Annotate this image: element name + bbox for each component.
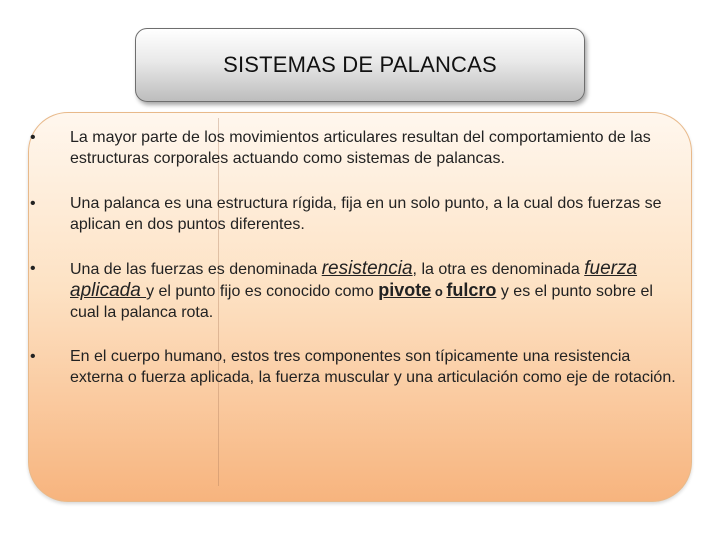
title-box bbox=[135, 28, 585, 102]
term-pivote: pivote bbox=[378, 280, 432, 300]
bullet-item-4 bbox=[30, 346, 680, 388]
bullet-3-part-4: y es el punto sobre el cual la palanca rota. bbox=[70, 283, 653, 321]
bullet-text-1: La mayor parte de los movimientos articulares resultan del comportamiento de las estructuras corporales actuando como sistemas de palancas. bbox=[70, 129, 651, 167]
bullet-item-1 bbox=[30, 127, 680, 169]
term-resistencia: resistencia bbox=[321, 258, 413, 279]
bullet-item-3 bbox=[30, 258, 680, 323]
bullet-list bbox=[30, 127, 680, 388]
bullet-3-part-3: y el punto fijo es conocido como bbox=[146, 283, 379, 300]
bullet-3-part-2: , la otra es denominada bbox=[412, 261, 585, 278]
term-fuerza-aplicada: fuerza aplicada bbox=[70, 258, 638, 301]
bullet-text-2: Una palanca es una estructura rígida, fija en un solo punto, a la cual dos fuerzas se aplican en dos puntos diferentes. bbox=[70, 195, 662, 233]
slide-title: SISTEMAS DE PALANCAS bbox=[223, 52, 497, 77]
bullet-3-part-1: Una de las fuerzas es denominada bbox=[70, 261, 322, 278]
bullet-item-2 bbox=[30, 193, 680, 235]
bullet-text-4: En el cuerpo humano, estos tres componentes son típicamente una resistencia externa o fuerza aplicada, la fuerza muscular y una articulación como eje de rotación. bbox=[70, 348, 676, 386]
term-fulcro: fulcro bbox=[446, 280, 497, 300]
term-o: o bbox=[431, 284, 447, 299]
